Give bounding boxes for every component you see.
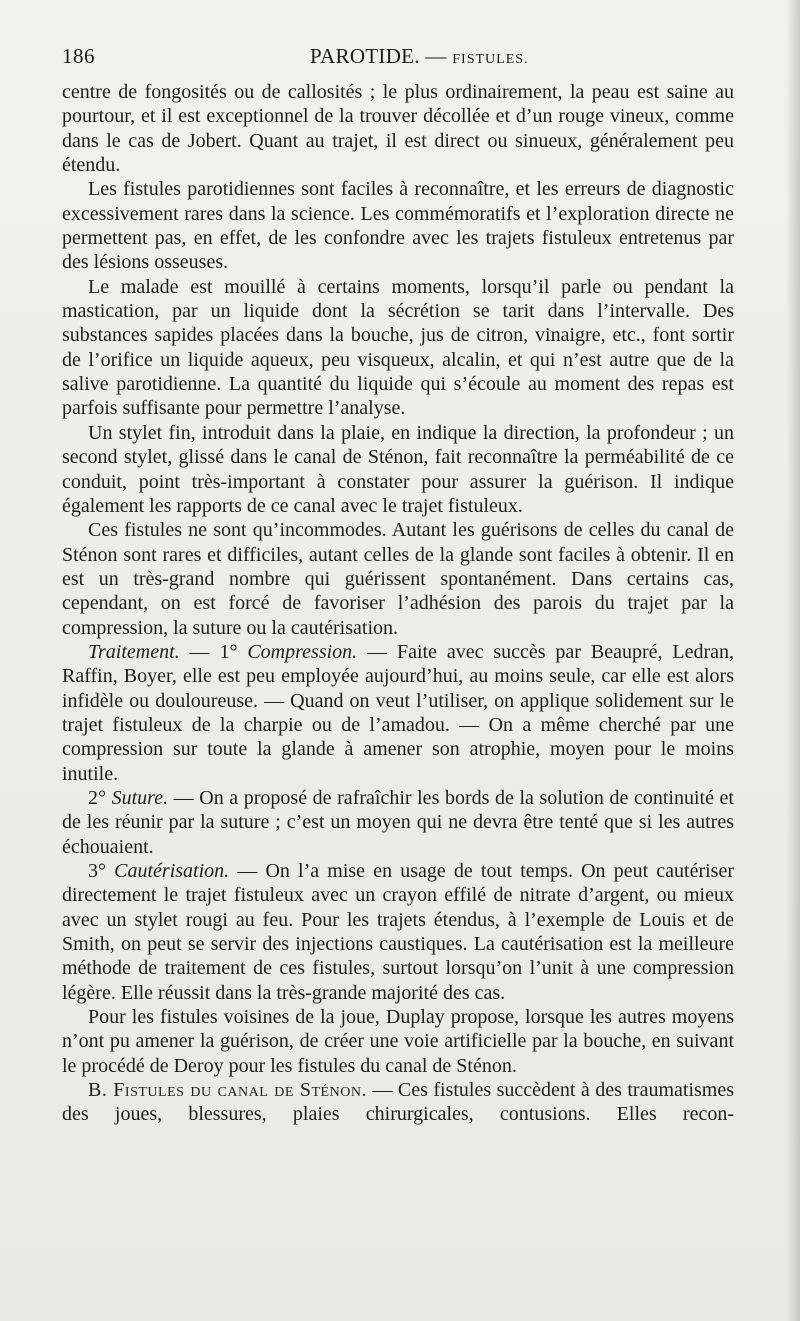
running-head-section: FISTULES. [452, 52, 529, 67]
running-head [310, 44, 529, 69]
compression-text: — Faite avec succès par Beaupré, Ledran, Raffin, Boyer, elle est peu employée aujourd’hui, au moins seule, car elle est alors infidèle ou douloureuse. — Quand on veut l’utiliser, on applique solidement sur le trajet fistuleux de la charpie ou de l’amadou. — On a même cherché par une compression sur toute la glande à amener son atrophie, moyen pour le moins inutile. [62, 640, 735, 785]
running-head-title: PAROTIDE. [310, 44, 420, 68]
cauterisation-number: 3° [88, 860, 115, 882]
compression-heading: Compression. [247, 640, 358, 663]
paragraph-continuation: centre de fongosités ou de callosités ; le plus ordinairement, la peau est saine au pourtour, et il est exceptionnel de la trouver décollée et d’un rouge vineux, comme dans le cas de Jobert. Quant au trajet, il est direct ou sinueux, généralement peu étendu. [62, 81, 734, 177]
paragraph-suture [62, 786, 734, 859]
suture-heading: Suture. [111, 786, 169, 809]
suture-text: — On a proposé de rafraîchir les bords de la solution de continuité et de les réunir par la suture ; c’est un moyen qui ne devra être tenté que si les autres échouaient. [62, 786, 734, 858]
running-head-dash: — [419, 44, 453, 68]
paragraph-treatment-compression [62, 640, 734, 786]
cauterisation-text: — On l’a mise en usage de tout temps. On peut cautériser directement le trajet fistuleux avec un crayon effilé de nitrate d’argent, ou mieux avec un stylet rougi au feu. Pour les trajets étendus, à l’exemple de Louis et de Smith, on peut se servir des injections caustiques. La cautérisation est la meilleure méthode de traitement de ces fistules, surtout lorsqu’on l’unit à une compression légère. Elle réussit dans la très-grande majorité des cas. [62, 860, 735, 1004]
suture-number: 2° [88, 786, 112, 809]
page-number: 186 [62, 44, 95, 68]
paragraph-stenon-fistulas [62, 1078, 734, 1127]
treatment-separator: — 1° [179, 640, 248, 663]
stenon-section-heading: B. Fistules du canal de Sténon. [88, 1079, 367, 1102]
paragraph-cauterisation [62, 859, 734, 1005]
paragraph-prognosis: Ces fistules ne sont qu’incommodes. Autant les guérisons de celles du canal de Sténon sont rares et difficiles, autant celles de la glande sont faciles à obtenir. Il en est un très-grand nombre qui guérissent spontanément. Dans certains cas, cependant, on est forcé de favoriser l’adhésion des parois du trajet par la compression, la suture ou la cautérisation. [62, 519, 734, 639]
paragraph-symptoms: Le malade est mouillé à certains moments, lorsqu’il parle ou pendant la mastication, par un liquide dont la sécrétion se tarit dans l’intervalle. Des substances sapides placées dans la bouche, jus de citron, vinaigre, etc., font sortir de l’orifice un liquide aqueux, peu visqueux, alcalin, et qui n’est autre que de la salive parotidienne. La quantité du liquide qui s’écoule au moment des repas est parfois suffisante pour permettre l’analyse. [62, 275, 734, 420]
treatment-heading: Traitement. [88, 640, 180, 663]
cauterisation-heading: Cautérisation. [114, 860, 230, 882]
paragraph-duplay: Pour les fistules voisines de la joue, Duplay propose, lorsque les autres moyens n’ont pu amener la guérison, de créer une voie artificielle par la bouche, en suivant le procédé de Deroy pour les fistules du canal de Sténon. [62, 1006, 734, 1077]
body-text [62, 80, 734, 1127]
paragraph-stylet: Un stylet fin, introduit dans la plaie, en indique la direction, la profondeur ; un second stylet, glissé dans le canal de Sténon, fait reconnaître la perméabilité de ce conduit, point très-important à constater pour assurer la guérison. Il indique également les rapports de ce canal avec le trajet fistuleux. [62, 421, 734, 517]
stenon-section-text: — Ces fistules succèdent à des traumatismes des joues, blessures, plaies chirurgicales, contusions. Elles recon- [62, 1079, 734, 1126]
paragraph-diagnosis: Les fistules parotidiennes sont faciles à reconnaître, et les erreurs de diagnostic excessivement rares dans la science. Les commémoratifs et l’exploration directe ne permettent pas, en effet, de les confondre avec les trajets fistuleux entretenus par des lésions osseuses. [62, 178, 734, 274]
page-header [62, 44, 734, 74]
page-edge-shadow [786, 0, 800, 1321]
